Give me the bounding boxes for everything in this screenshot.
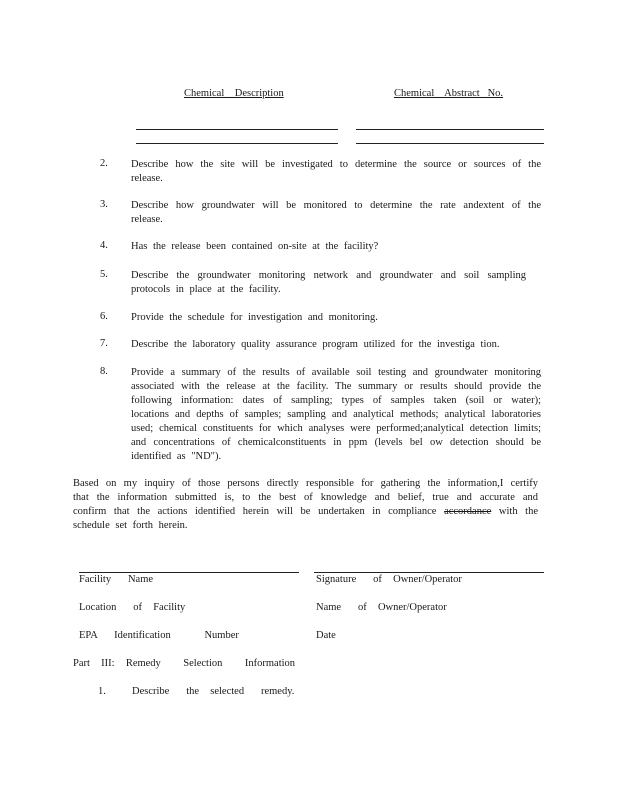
- certification-paragraph: [73, 477, 538, 533]
- struck-word: accordance: [444, 506, 492, 517]
- item-number: 8.: [100, 366, 108, 377]
- item-text: Provide a summary of the results of available soil testing and groundwater monitoring associated with the release at the facility. The summary or results should provide the following information: dates of sampling; types of samples taken (soil or water); locations and depths of samples; sampling and analytical methods; analytical laboratories used; chemical constituents for which analyses were performed;analytical detection limits; and concentrations of chemicalconstituents in ppm (levels bel ow detection should be identified as "ND").: [131, 367, 541, 462]
- item-text: Describe the laboratory quality assurance program utilized for the investiga tion.: [131, 339, 500, 350]
- chemical-description-heading: Chemical Description: [184, 88, 284, 99]
- item-number: 7.: [100, 338, 108, 349]
- facility-name-label: Facility Name: [79, 574, 154, 585]
- item-text: Describe the groundwater monitoring network and groundwater and soil sampling protocols in place at the facility.: [131, 270, 526, 295]
- item-text: Describe how the site will be investigated to determine the source or sources of the release.: [131, 159, 541, 184]
- item-text: Has the release been contained on-site at the facility?: [131, 241, 379, 252]
- date-label: Date: [316, 630, 336, 641]
- item-text: Describe how groundwater will be monitored to determine the rate andextent of the release.: [131, 200, 541, 225]
- signature-label: Signature of Owner/Operator: [316, 574, 462, 585]
- part-three-item-number: 1.: [98, 686, 106, 697]
- item-number: 4.: [100, 240, 108, 251]
- item-number: 5.: [100, 269, 108, 280]
- certification-text-after: with the schedule set forth herein.: [73, 506, 538, 531]
- epa-id-label: EPA Identification Number: [79, 630, 239, 641]
- part-three-item-text: Describe the selected remedy.: [132, 686, 295, 697]
- location-label: Location of Facility: [79, 602, 186, 613]
- item-text: Provide the schedule for investigation and monitoring.: [131, 312, 378, 323]
- abstract-line-1: [356, 129, 544, 130]
- certification-text-before: Based on my inquiry of those persons directly responsible for gathering the information,I certify that the information submitted is, to the best of knowledge and belief, true and accurate and confirm that the actions identified herein will be undertaken in compliance: [73, 478, 538, 517]
- description-line-1: [136, 129, 338, 130]
- facility-signature-line: [79, 572, 299, 573]
- item-number: 3.: [100, 199, 108, 210]
- chemical-abstract-no-heading: Chemical Abstract No.: [394, 88, 504, 99]
- abstract-line-2: [356, 143, 544, 144]
- part-three-heading: Part III: Remedy Selection Information: [73, 658, 296, 669]
- owner-name-label: Name of Owner/Operator: [316, 602, 447, 613]
- item-number: 2.: [100, 158, 108, 169]
- item-number: 6.: [100, 311, 108, 322]
- owner-signature-line: [314, 572, 544, 573]
- description-line-2: [136, 143, 338, 144]
